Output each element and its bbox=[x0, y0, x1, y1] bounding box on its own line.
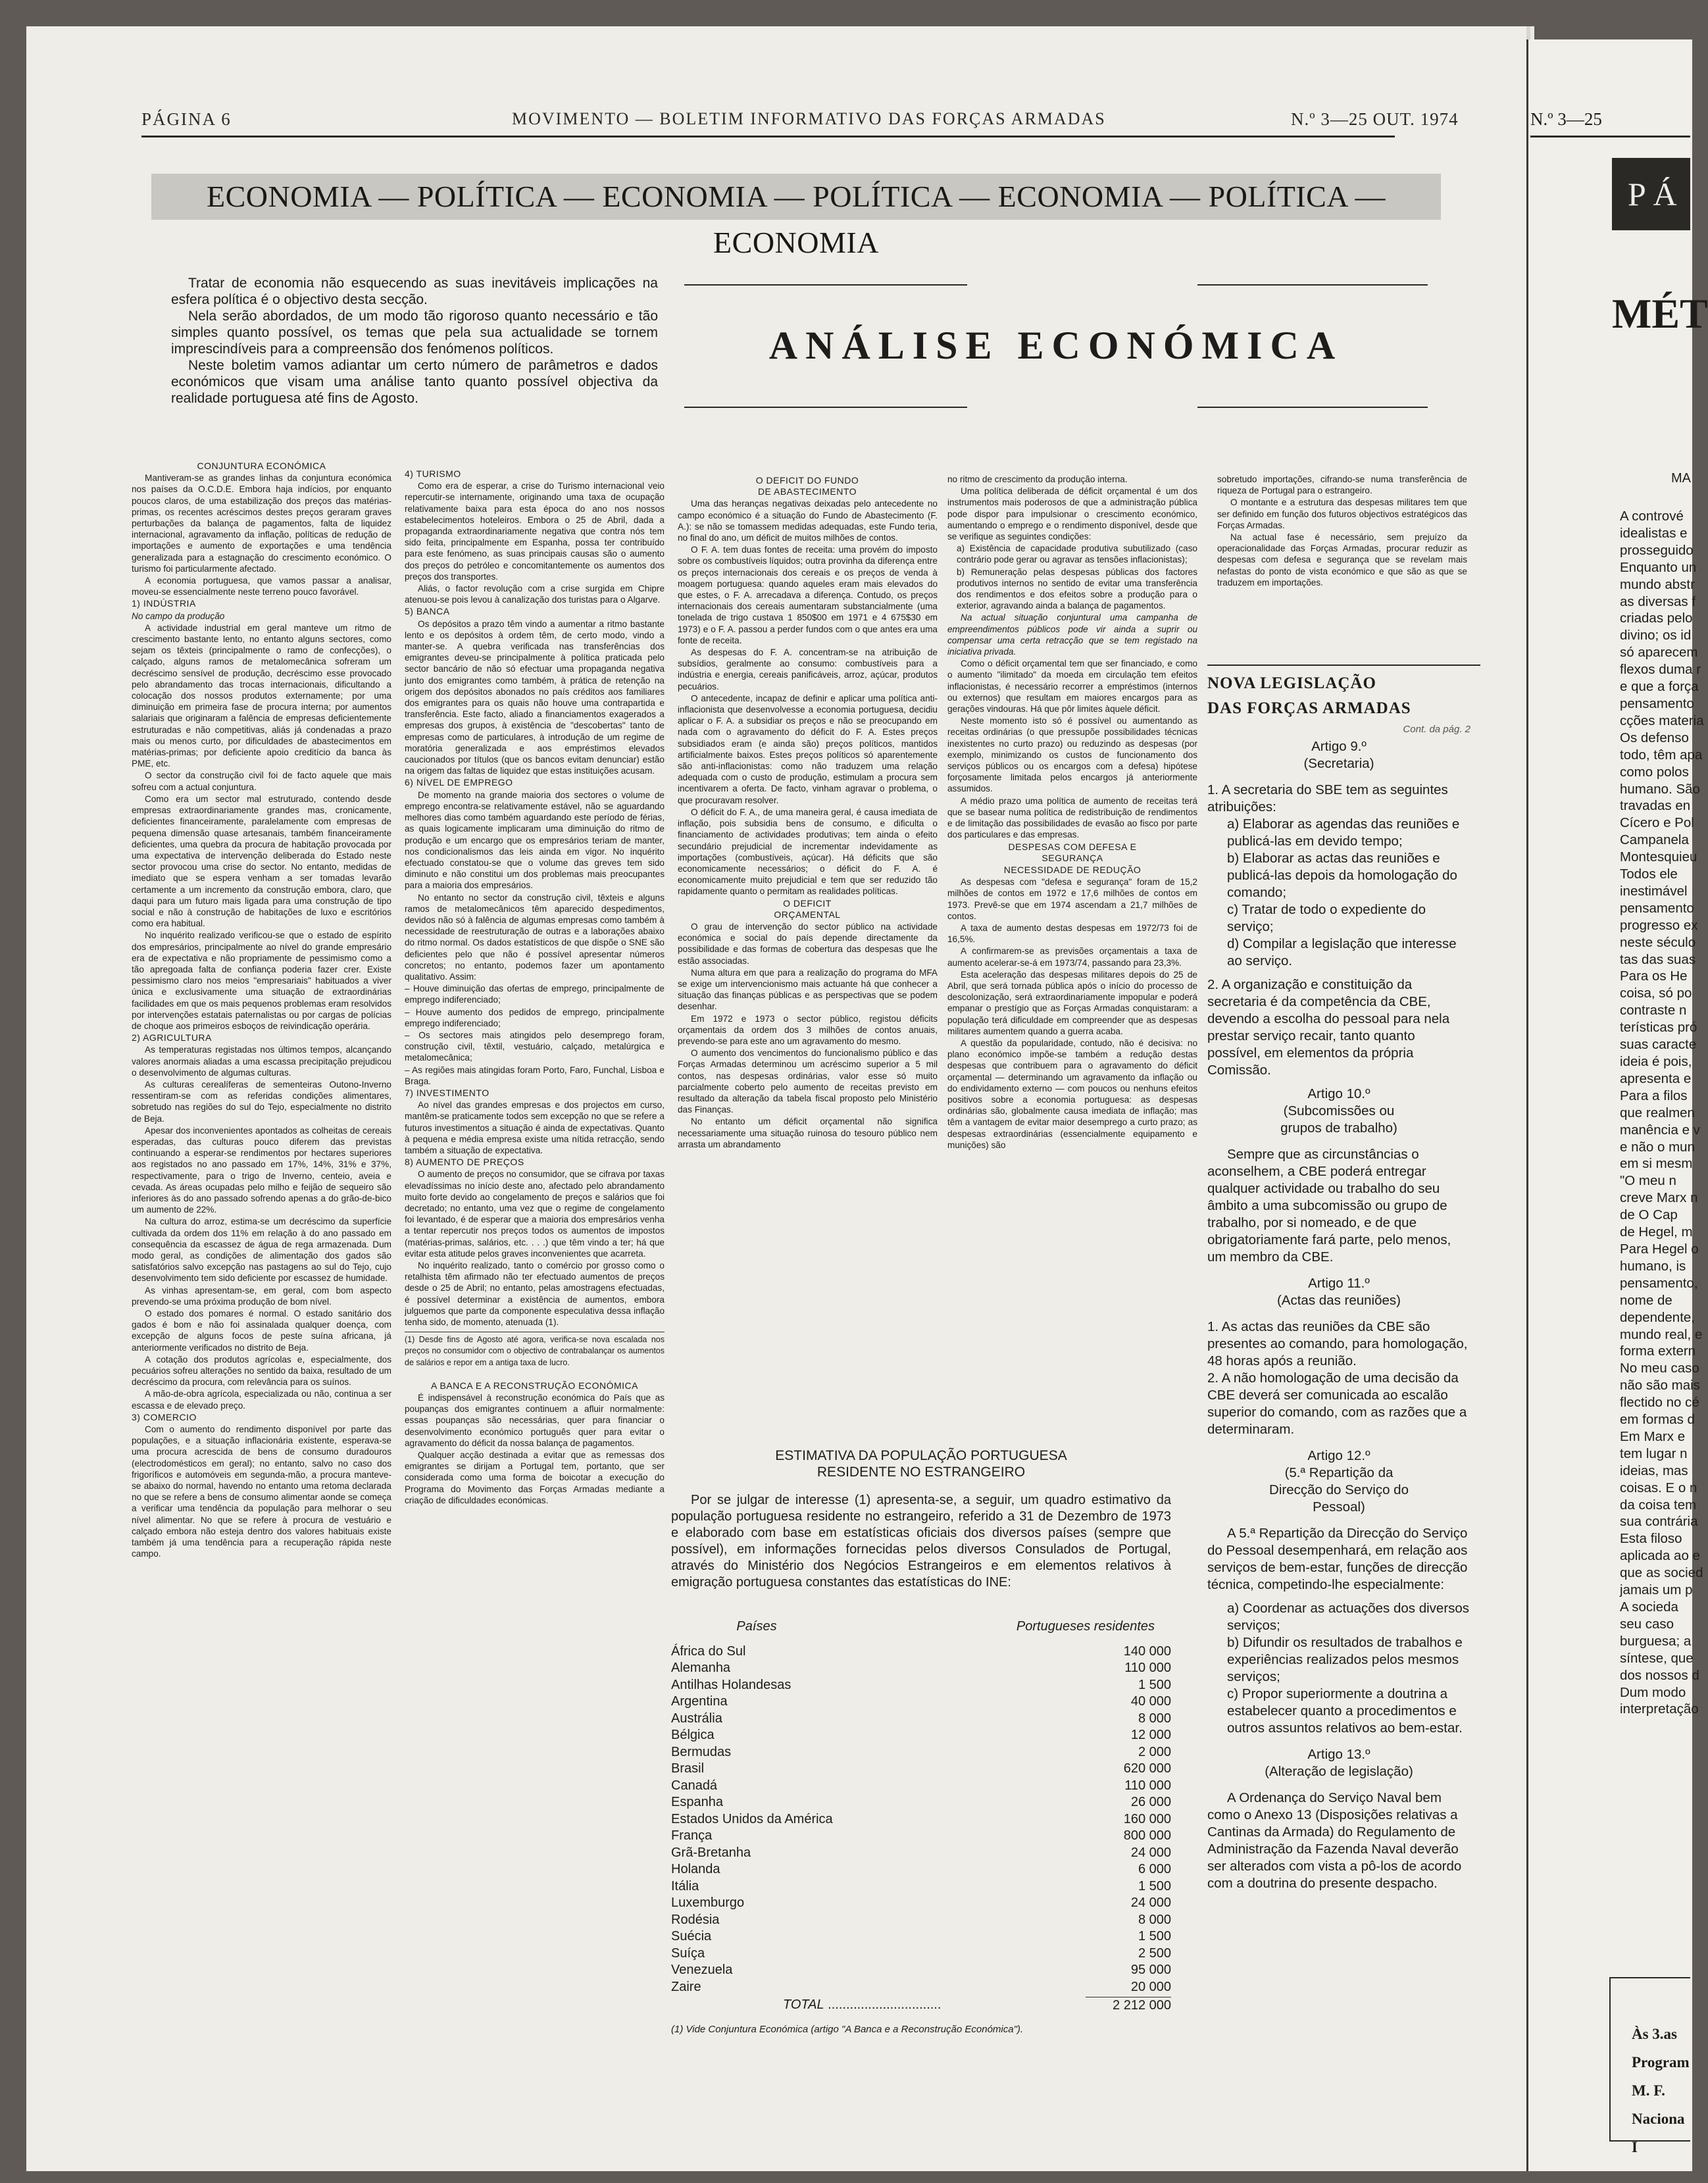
next-page-line: Em Marx e bbox=[1620, 1428, 1686, 1444]
next-ad-line: Naciona bbox=[1632, 2111, 1685, 2127]
country-name: Suécia bbox=[671, 1929, 712, 1944]
country-name: Rodésia bbox=[671, 1912, 720, 1927]
next-page-line: seu caso bbox=[1620, 1616, 1674, 1632]
paragraph: O grau de intervenção do sector público na actividade económica e social do país depende directamente da possibilidade e das formas de cobertura das despesas que lhe estão associadas. bbox=[678, 921, 938, 966]
masthead-title: MOVIMENTO — BOLETIM INFORMATIVO DAS FORÇAS ARMADAS bbox=[512, 109, 1106, 128]
country-name: Luxemburgo bbox=[671, 1895, 745, 1910]
next-page-line: ideia é pois, bbox=[1620, 1054, 1692, 1069]
total-value: 2 212 000 bbox=[1086, 1997, 1171, 2015]
country-name: Antilhas Holandesas bbox=[671, 1677, 791, 1692]
next-page-line: creve Marx n bbox=[1620, 1190, 1698, 1206]
resident-count: 6 000 bbox=[1138, 1862, 1171, 1876]
paragraph: Em 1972 e 1973 o sector público, registou déficits orçamentais da ordem dos 3 milhões de contos anuais, prevendo-se para este ano um agravamento do mesmo. bbox=[678, 1013, 938, 1046]
next-page-line: coisa, só po bbox=[1620, 986, 1692, 1001]
subheading: 1) INDÚSTRIA bbox=[132, 598, 196, 609]
next-page-line: interpretação bbox=[1620, 1701, 1699, 1717]
resident-count: 1 500 bbox=[1138, 1878, 1171, 1894]
next-page-line: Os defenso bbox=[1620, 730, 1689, 745]
list-item: – Os sectores mais atingidos pelo desemprego foram, construção civil, têxtil, vestuário, calçado, metalúrgica e metalomecânica; bbox=[405, 1030, 665, 1063]
table-row bbox=[671, 1845, 1171, 1862]
resident-count: 110 000 bbox=[1124, 1778, 1171, 1793]
next-page-line: progresso ex bbox=[1620, 917, 1698, 933]
paragraph: No entanto um déficit orçamental não significa necessariamente uma situação ruinosa do tesouro público nem arrasta um abrandamento bbox=[678, 1117, 938, 1149]
paragraph: No inquérito realizado verificou-se que o estado de espírito dos empresários, principalmente ao nível do grande empresário era de expectativa e não propriamente de pessimismo como a tão apregoada falta de confiança poderia fazer crer. Existe pessimismo claro nos meios "empresariais" habituados a viver única e exclusivamente uma situação de extraordinárias facilidades em que os mais pequenos problemas eram resolvidos por intervenções estatais paternalistas ou por cargas de polícias de choque aos primeiros esboços de reivindicação operária. bbox=[132, 930, 391, 1031]
next-page-line: de O Cap bbox=[1620, 1207, 1678, 1223]
paragraph: As vinhas apresentam-se, em geral, com bom aspecto prevendo-se uma próxima produção de bom nível. bbox=[132, 1285, 391, 1307]
resident-count: 40 000 bbox=[1130, 1694, 1171, 1709]
next-page-line: Montesquieu bbox=[1620, 849, 1697, 865]
table-row bbox=[671, 1878, 1171, 1895]
next-page-line: Enquanto un bbox=[1620, 559, 1697, 575]
paragraph: sobretudo importações, cifrando-se numa transferência de riqueza de Portugal para o estrangeiro. bbox=[1217, 474, 1467, 496]
paragraph-italic: Na actual situação conjuntural uma campanha de empreendimentos públicos pode vir ainda a suprir ou compensar uma certa retracção que se tem registado na iniciativa privada. bbox=[947, 613, 1197, 657]
country-name: Venezuela bbox=[671, 1963, 733, 1977]
resident-count: 26 000 bbox=[1130, 1795, 1171, 1809]
estimativa-intro: Por se julgar de interesse (1) apresenta-se, a seguir, um quadro estimativo da população portuguesa residente no estrangeiro, referido a 31 de Dezembro de 1973 e elaborado com base em estatísticas oficiais dos diversos países (sempre que possível), em informações fornecidas pelos diversos Consulados de Portugal, através do Ministério dos Negócios Estrangeiros e em elementos relativos à emigração portuguesa constantes das estatísticas do INE: bbox=[671, 1493, 1171, 1590]
paragraph: O aumento de preços no consumidor, que se cifrava por taxas elevadíssimas no início deste ano, afectado pelo abrandamento muito forte devido ao congelamento de preços e salários que foi decretado; no entanto, uma vez que o regime de congelamento foi levantado, é de esperar que a maioria dos empresários venha a tentar repercutir nos preços todos os aumentos de impostos (matérias-primas, salários, etc. . . .) que têm vindo a ter; há que evitar esta atitude pelos graves inconvenientes que acarreta. bbox=[405, 1169, 665, 1259]
next-banner-box: P Á bbox=[1612, 158, 1690, 230]
article-subheading: (Alteração de legislação) bbox=[1265, 1764, 1413, 1779]
country-name: Grã-Bretanha bbox=[671, 1845, 751, 1860]
table-body bbox=[671, 1644, 1171, 1996]
next-page-line: Todos ele bbox=[1620, 866, 1678, 882]
next-page-line: "O meu n bbox=[1620, 1173, 1676, 1189]
next-page-line: tas das suas bbox=[1620, 951, 1696, 967]
next-title: MÉT bbox=[1612, 290, 1708, 337]
resident-count: 620 000 bbox=[1123, 1761, 1171, 1776]
next-page-line: Campanela bbox=[1620, 832, 1689, 848]
table-row bbox=[671, 1861, 1171, 1878]
paragraph: As temperaturas registadas nos últimos tempos, alcançando valores anormais aliadas a uma escassa precipitação prejudicou o desenvolvimento de algumas culturas. bbox=[132, 1045, 391, 1078]
resident-count: 24 000 bbox=[1130, 1845, 1171, 1860]
next-page-line: suas caracte bbox=[1620, 1037, 1697, 1053]
title-rule bbox=[684, 407, 967, 408]
next-page-line: não são mais bbox=[1620, 1378, 1700, 1393]
article-heading: Artigo 13.º bbox=[1307, 1747, 1370, 1762]
paragraph: O antecedente, incapaz de definir e aplicar uma política anti-inflacionista que desenvolvesse a economia portuguesa, decidiu aplicar o F. A. a subsidiar os preços e não se preocupando em nada com o agravamento do déficit do F. A. Estes preços subsidiados eram (e ainda são) preços políticos, mantidos artificialmente baixos. Estes preços políticos só aparentemente são anti-inflacionistas: como não traduzem uma relação adequada com o custo de produção, estimulam a procura sem incentivarem a oferta. De facto, vinham agravar o problema, o que procuravam resolver. bbox=[678, 693, 938, 805]
article-item: 2. A não homologação de uma decisão da CBE deverá ser comunicada ao escalão superior do comando, com as razões que a determinaram. bbox=[1207, 1370, 1467, 1437]
column-conjuntura bbox=[132, 461, 391, 1561]
subheading: 6) NÍVEL DE EMPREGO bbox=[405, 777, 513, 788]
next-page-line: Para a filos bbox=[1620, 1088, 1688, 1103]
table-header bbox=[671, 1618, 1171, 1636]
table-footnote: (1) Vide Conjuntura Económica (artigo "A Banca e a Reconstrução Económica"). bbox=[671, 2023, 1024, 2035]
next-page-line: cções materia bbox=[1620, 713, 1704, 728]
table-row bbox=[671, 1744, 1171, 1761]
column-deficit-defesa bbox=[947, 474, 1197, 1151]
table-row bbox=[671, 1727, 1171, 1744]
paragraph: Qualquer acção destinada a evitar que as remessas dos emigrantes se dirijam a Portugal tem, portanto, que ser considerada como uma forma de boicotar a execução do Programa do Movimento das Forças Armadas mediante a criação de dificuldades económicas. bbox=[405, 1450, 665, 1505]
article-item: 2. A organização e constituição da secretaria é da competência da CBE, devendo a escolha do pessoal para nela prestar serviço recair, tanto quanto possível, em elementos da própria Comissão. bbox=[1207, 977, 1450, 1078]
legislacao-title: DAS FORÇAS ARMADAS bbox=[1207, 699, 1411, 717]
subheading: 2) AGRICULTURA bbox=[132, 1032, 212, 1043]
paragraph: Uma das heranças negativas deixadas pelo antecedente no campo económico é a situação do Fundo de Abastecimento (F. A.): se não se tomassem medidas adequadas, este Fundo teria, no final do ano, um déficit de muitos milhões de contos. bbox=[678, 499, 938, 543]
paragraph: Numa altura em que para a realização do programa do MFA se exige um intervencionismo mais actuante há que conhecer a situação das finanças públicas e as perspectivas que se podem desenhar. bbox=[678, 967, 938, 1012]
next-page-line: inestimável bbox=[1620, 883, 1688, 899]
list-item: – As regiões mais atingidas foram Porto, Faro, Funchal, Lisboa e Braga. bbox=[405, 1065, 665, 1086]
resident-count: 110 000 bbox=[1124, 1661, 1171, 1675]
country-name: Austrália bbox=[671, 1711, 722, 1726]
next-page-line: contraste n bbox=[1620, 1003, 1687, 1018]
country-name: Bermudas bbox=[671, 1744, 732, 1759]
next-page-line: jamais um p bbox=[1620, 1582, 1693, 1598]
resident-count: 800 000 bbox=[1123, 1828, 1171, 1843]
next-page-line: Dum modo bbox=[1620, 1684, 1686, 1700]
next-page-line: idealistas e bbox=[1620, 525, 1688, 541]
country-name: Canadá bbox=[671, 1778, 718, 1793]
article-item: d) Compilar a legislação que interesse ao serviço. bbox=[1227, 936, 1457, 968]
continuation-note: Cont. da pág. 2 bbox=[1403, 724, 1470, 735]
paragraph: O F. A. tem duas fontes de receita: uma provém do imposto sobre os combustíveis líquidos; outra provinha da diferença entre os preços internacionais dos cereais e os preços de venda à moagem portuguesa: quando aqueles eram mais elevados do que estes, o F. A. arrecadava a diferença. Contudo, os preços internacionais dos cereais aumentaram substancialmente (uma tonelada de trigo custava 1 850$00 em 1971 e 4 675$30 em 1973) e o F. A. passou a perder fundos com o que antes era uma fonte de receita. bbox=[678, 545, 938, 645]
country-name: Suíça bbox=[671, 1945, 705, 1961]
intro-paragraph: Neste boletim vamos adiantar um certo número de parâmetros e dados económicos que visam uma análise tanto quanto possível objectiva da realidade portuguesa até fins de Agosto. bbox=[171, 358, 658, 406]
resident-count: 24 000 bbox=[1130, 1895, 1171, 1910]
article-heading: Artigo 11.º bbox=[1308, 1276, 1370, 1291]
article-text: Sempre que as circunstâncias o aconselhem, a CBE poderá entregar qualquer actividade ou trabalho do seu âmbito a uma subcomissão ou grupo de trabalho, por si nomeado, e de que obrigatoriamente fará parte, pelo menos, um membro da CBE. bbox=[1207, 1147, 1451, 1265]
paragraph: A economia portuguesa, que vamos passar a analisar, moveu-se essencialmente neste terreno pouco favorável. bbox=[132, 576, 391, 597]
next-header-rule bbox=[1530, 136, 1690, 138]
next-sub: MA bbox=[1671, 471, 1691, 486]
resident-count: 140 000 bbox=[1123, 1644, 1171, 1659]
paragraph: O montante e a estrutura das despesas militares tem que ser definido em função dos futuros objectivos estratégicos das Forças Armadas. bbox=[1217, 497, 1467, 530]
paragraph: Esta aceleração das despesas militares depois do 25 de Abril, que será tornada pública após o início do processo de descolonização, será extraordinariamente impopular e poderá empanar o prestígio que as Forças Armadas conquistaram: a população terá dificuldade em compreender que as despesas militares aumentem quando a guerra acaba. bbox=[947, 969, 1197, 1036]
box-rule bbox=[1207, 665, 1480, 666]
article-item: c) Tratar de todo o expediente do serviço; bbox=[1227, 902, 1426, 934]
country-name: Estados Unidos da América bbox=[671, 1811, 833, 1826]
paragraph: A cotação dos produtos agrícolas e, especialmente, dos pecuários sofreu alterações no sentido da baixa, resultado de um decréscimo da procura, com relevância para os suínos. bbox=[132, 1354, 391, 1388]
table-row bbox=[671, 1928, 1171, 1945]
column-turismo bbox=[405, 468, 665, 1507]
paragraph: Como era um sector mal estruturado, contendo desde empresas extraordinariamente grandes mas, cronicamente, deficientes financeiramente, paralelamente com empresas de pequena dimensão quase artesanais, também financeiramente deficientes, uma quebra da procura de habitação provocada por uma expectativa de intervenção deliberada do Estado neste sector provocou uma crise do sector. No entanto, medidas de imediato que se espera venham a ser tomadas levarão certamente a um incremento da construção embora, claro, que daqui para um futuro mais ligada para uma construção de tipo social e não à construção de habitações de luxo e escritórios como era habitual. bbox=[132, 793, 391, 929]
article-subheading: (Actas das reuniões) bbox=[1276, 1293, 1401, 1308]
next-page-line: prosseguido bbox=[1620, 542, 1694, 558]
subheading-banca: A BANCA E A RECONSTRUÇÃO ECONÓMICA bbox=[431, 1380, 638, 1391]
title-rule bbox=[1197, 407, 1428, 408]
next-page-line: burguesa; a bbox=[1620, 1633, 1692, 1649]
subheading-italic: No campo da produção bbox=[132, 611, 225, 621]
next-page-line: Cícero e Pol bbox=[1620, 815, 1694, 831]
next-page-line: Esta filoso bbox=[1620, 1531, 1682, 1547]
next-page-line: pensamento bbox=[1620, 695, 1694, 711]
resident-count: 12 000 bbox=[1130, 1728, 1171, 1742]
column-header: Portugueses residentes bbox=[1016, 1619, 1155, 1634]
resident-count: 1 500 bbox=[1138, 1929, 1171, 1944]
next-page-line: divino; os id bbox=[1620, 628, 1692, 643]
section-banner bbox=[151, 174, 1441, 259]
country-name: Brasil bbox=[671, 1761, 705, 1776]
paragraph: No inquérito realizado, tanto o comércio por grosso como o retalhista têm afirmado não ter efectuado aumentos de preços desde o 25 de Abril; no entanto, pelas amostragens efectuadas, é possível determinar a existência de aumentos, embora julguemos que parte da componente especulativa dessa inflação tenha sido, de momento, atenuada (1). bbox=[405, 1261, 665, 1328]
list-item: b) Remuneração pelas despesas públicas dos factores produtivos internos no sentido de evitar uma transferência dos rendimentos e dos efeitos sobre a produção para o exterior, agravando ainda a balança de pagamentos. bbox=[957, 566, 1197, 611]
section-title: ANÁLISE ECONÓMICA bbox=[768, 324, 1344, 367]
next-page-line: coisas. E o n bbox=[1620, 1480, 1697, 1495]
next-ad-line: Program bbox=[1632, 2054, 1690, 2070]
table-row bbox=[671, 1945, 1171, 1963]
article-item: 1. As actas das reuniões da CBE são presentes ao comando, para homologação, 48 horas após a reunião. bbox=[1207, 1319, 1468, 1368]
country-name: Holanda bbox=[671, 1862, 720, 1876]
paragraph: As despesas com "defesa e segurança" foram de 15,2 milhões de contos em 1972 e 17,6 milhões de contos em 1973. Prevê-se que em 1974 ascendam a 21,7 milhões de contos. bbox=[947, 877, 1197, 921]
next-page-line: pensamento bbox=[1620, 900, 1694, 916]
subheading: 5) BANCA bbox=[405, 606, 450, 617]
paragraph: As culturas cerealíferas de sementeiras Outono-Inverno ressentiram-se com as referidas condições alimentares, sobretudo nas regiões do sul do Tejo, especialmente no distrito de Beja. bbox=[132, 1079, 391, 1124]
subheading: 4) TURISMO bbox=[405, 468, 461, 479]
estimativa-title: RESIDENTE NO ESTRANGEIRO bbox=[816, 1465, 1026, 1480]
paragraph: A taxa de aumento destas despesas em 1972/73 foi de 16,5%. bbox=[947, 922, 1197, 945]
paragraph: Apesar dos inconvenientes apontados as colheitas de cereais esperadas, das culturas pouco diferem das previstas continuando a esperar-se rendimentos por hectares superiores aos registados no ano passado em 17%, 14%, 31% e 37%, respectivamente, para o trigo de Inverno, centeio, aveia e cevada. As áreas ocupadas pelo milho e feijão de sequeiro são inferiores às do ano passado sofrendo apenas a do grão-de-bico um aumento de 22%. bbox=[132, 1125, 391, 1215]
total-label: TOTAL bbox=[783, 1997, 824, 2012]
subheading: 8) AUMENTO DE PREÇOS bbox=[405, 1157, 524, 1168]
country-name: Itália bbox=[671, 1878, 699, 1894]
country-name: África do Sul bbox=[671, 1644, 746, 1659]
next-page-line: apresenta e bbox=[1620, 1070, 1692, 1086]
paragraph: Ao nível das grandes empresas e dos projectos em curso, mantêm-se praticamente todos sem excepção no que se refere a futuros investimentos a situação é ainda de expectativas. Quanto à pequena e média empresa existe uma nítida retracção, sendo também a situação de expectativa. bbox=[405, 1100, 665, 1155]
resident-count: 2 500 bbox=[1138, 1945, 1171, 1961]
legislacao-title: NOVA LEGISLAÇÃO bbox=[1207, 674, 1376, 692]
article-subheading: (5.ª Repartição da Direcção do Serviço do Pessoal) bbox=[1269, 1465, 1409, 1515]
article-item: a) Elaborar as agendas das reuniões e publicá-las em devido tempo; bbox=[1227, 816, 1460, 849]
paragraph: O déficit do F. A., de uma maneira geral, é causa imediata de inflação, pois subsidia bens de consumo, e dificulta o financiamento de actividades produtivas; tem ainda o efeito secundário prejudicial de incrementar indevidamente as importações (combustíveis, açúcar). Há déficits que são economicamente necessários; o déficit do F. A. é economicamente muito prejudicial e tem que ser reduzido tão rapidamente quanto o permitam as realidades políticas. bbox=[678, 807, 938, 897]
next-page-line: A socieda bbox=[1620, 1599, 1678, 1615]
next-page-line: como polos bbox=[1620, 764, 1689, 780]
next-page-line: mundo abstr bbox=[1620, 576, 1695, 592]
list-item: – Houve aumento dos pedidos de emprego, principalmente emprego indiferenciado; bbox=[405, 1007, 665, 1028]
article-item: c) Propor superiormente a doutrina a estabelecer quanto a procedimentos e outros assuntos relativos ao bem-estar. bbox=[1227, 1686, 1463, 1736]
paragraph: Mantiveram-se as grandes linhas da conjuntura económica nos países da O.C.D.E. Embora haja indícios, por enquanto poucos claros, de uma estabilização dos preços das matérias-primas, os recentes acréscimos destes preços geraram graves perturbações da balança de pagamentos, falta de liquidez internacional, agravamento da inflação, políticas de redução de importações e aumento de exportações e uma tendência generalizada para a estagnação do crescimento económico. O turismo foi particularmente afectado. bbox=[132, 473, 391, 574]
next-page-line: sua contrária bbox=[1620, 1514, 1698, 1530]
paragraph: A actividade industrial em geral manteve um ritmo de crescimento bastante lento, no entanto alguns sectores, como sejam os têxteis (principalmente o ramo de confecções), o calçado, alguns ramos de metalomecânica sofreram um decréscimo sensível de produção, decréscimo esse provocado pelo abrandamento das trocas internacionais, dificultando a colocação dos nossos produtos externamente; por uma diminuição em primeira fase de procura interna; por aumentos salariais que originaram a falência de empresas deficientemente estruturadas e não competitivas, aliás já condenadas a prazo mais ou menos curto, por dificuldades de abastecimentos em matérias-primas; por deficiente apoio creditício da banca às PME, etc. bbox=[132, 622, 391, 769]
next-page-line: humano, is bbox=[1620, 1258, 1686, 1274]
nova-legislacao bbox=[1207, 671, 1470, 1892]
paragraph: A mão-de-obra agrícola, especializada ou não, continua a ser escassa e de elevado preço. bbox=[132, 1389, 391, 1411]
country-name: Espanha bbox=[671, 1795, 723, 1809]
article-heading: Artigo 10.º bbox=[1307, 1086, 1370, 1101]
issue-number: N.º 3—25 OUT. 1974 bbox=[1291, 109, 1459, 129]
paragraph: As despesas do F. A. concentram-se na atribuição de subsídios, geralmente ao consumo: combustíveis para a indústria e energia, cereais panificáveis, arroz, açúcar, produtos pecuários. bbox=[678, 647, 938, 691]
paragraph: Neste momento isto só é possível ou aumentando as receitas ordinárias (o que pressupõe possibilidades técnicas inexistentes no curto prazo) ou reduzindo as despesas (por exemplo, minimizando os custos de funcionamento dos serviços públicos ou os encargos com a defesa) hipótese forçosamente limitada pelos encargos já anteriormente assumidos. bbox=[947, 716, 1197, 794]
next-page-line: da coisa tem bbox=[1620, 1497, 1697, 1513]
intro-paragraph: Tratar de economia não esquecendo as suas inevitáveis implicações na esfera política é o objectivo desta secção. bbox=[171, 276, 658, 307]
next-page-line: flexos duma r bbox=[1620, 662, 1701, 678]
footnote: (1) Desde fins de Agosto até agora, verifica-se nova escalada nos preços no consumidor com o objectivo de contrabalançar os aumentos de salários e repor em a antiga taxa de lucro. bbox=[405, 1332, 665, 1368]
article-heading: Artigo 9.º bbox=[1311, 739, 1367, 754]
article-heading: Artigo 12.º bbox=[1307, 1448, 1370, 1463]
resident-count: 1 500 bbox=[1138, 1677, 1171, 1692]
estimativa-heading bbox=[671, 1447, 1171, 1480]
paragraph: Aliás, o factor revolução com a crise surgida em Chipre atenuou-se pois levou à canalização dos turistas para o Algarve. bbox=[405, 584, 665, 605]
table-row bbox=[671, 1677, 1171, 1694]
resident-count: 8 000 bbox=[1138, 1711, 1171, 1726]
next-page-line: humano. São bbox=[1620, 781, 1700, 797]
article-text: A 5.ª Repartição da Direcção do Serviço do Pessoal desempenhará, em relação aos serviços de bem-estar, funções de direcção técnica, competindo-lhe especialmente: bbox=[1207, 1526, 1468, 1592]
next-page-line: de Hegel, m bbox=[1620, 1224, 1693, 1240]
next-ad-line: I bbox=[1632, 2139, 1638, 2155]
table-row bbox=[671, 1761, 1171, 1778]
paragraph: No entanto no sector da construção civil, têxteis e alguns ramos de metalomecânicos têm aparecido despedimentos, devidos não só à falência de algumas empresas como também à necessidade de reestruturação de outras e a laborações abaixo do ritmo normal. Os dados estatísticos de que dispõe o SNE são deficientes pelo que não é possível apresentar números concretos; no entanto, podemos fazer um apontamento qualitativo. Assim: bbox=[405, 892, 665, 982]
banner-text: ECONOMIA — POLÍTICA — ECONOMIA — POLÍTICA — ECONOMIA — POLÍTICA — ECONOMIA bbox=[206, 180, 1386, 259]
next-page-line: dependente, bbox=[1620, 1309, 1695, 1325]
next-page-line: flectido no cé bbox=[1620, 1395, 1699, 1411]
next-page-line: em formas d bbox=[1620, 1412, 1695, 1428]
population-table bbox=[671, 1618, 1171, 2038]
country-name: Argentina bbox=[671, 1694, 728, 1709]
next-page-line: neste século bbox=[1620, 934, 1696, 950]
title-rule bbox=[1197, 284, 1428, 286]
resident-count: 2 000 bbox=[1138, 1744, 1171, 1759]
intro-text bbox=[171, 275, 658, 407]
paragraph: De momento na grande maioria dos sectores o volume de emprego encontra-se relativamente estável, não se aguardando melhores dias como também aguardando este período de férias, as quais logicamente implicaram uma diminuição do ritmo de produção e um encargo que os empresários teriam de manter, nos condicionalismos das leis ainda em vigor. No inquérito efectuado constatou-se que o volume das greves tem sido diminuto e não constitui um dos problemas mais preocupantes para a maioria dos empresários. bbox=[405, 790, 665, 891]
next-page-line: pensamento, bbox=[1620, 1275, 1698, 1291]
paragraph: A questão da popularidade, contudo, não é decisiva: no plano económico impõe-se também a redução destas despesas que contribuem para o agravamento do déficit orçamental — determinando um agravamento da inflação ou do endividamento externo — com poucos ou nenhuns efeitos positivos sobre a economia portuguesa: as despesas ordinárias são, globalmente causa imediata de inflação; mas têm a vantagem de evitar maior desemprego a curto prazo; as despesas extraordinárias (essencialmente equipamento e munições) são bbox=[947, 1038, 1197, 1150]
next-page-line: travadas en bbox=[1620, 798, 1691, 814]
article-subheading: (Subcomissões ou grupos de trabalho) bbox=[1280, 1103, 1397, 1136]
next-page-text bbox=[1620, 508, 1704, 1718]
next-page-line: nome de bbox=[1620, 1292, 1672, 1308]
paragraph: É indispensável à reconstrução económica do País que as poupanças dos emigrantes continuem a afluir normalmente: essas poupanças são necessárias, quer para financiar o desenvolvimento económico português quer para evitar o agravamento do déficit da nossa balança de pagamentos. bbox=[405, 1393, 665, 1448]
intro-paragraph: Nela serão abordados, de um modo tão rigoroso quanto necessário e tão simples quanto possível, os temas que pela sua actualidade se tornem imprescindíveis para a compreensão dos fenómenos políticos. bbox=[171, 309, 658, 357]
next-page-line: Para Hegel o bbox=[1620, 1241, 1699, 1257]
paragraph: O aumento dos vencimentos do funcionalismo público e das Forças Armadas determinou um acréscimo superior a 5 mil contos, nas despesas ordinárias, valor esse só muito parcialmente coberto pelo aumento de receitas previsto em resultado da alteração da tabela fiscal proposto pelo Ministério das Finanças. bbox=[678, 1048, 938, 1115]
table-row bbox=[671, 1895, 1171, 1912]
next-page-line: dos nossos d bbox=[1620, 1667, 1699, 1683]
article-text: A Ordenança do Serviço Naval bem como o Anexo 13 (Disposições relativas a Cantinas da Armada) do Regulamento de Administração da Fazenda Naval deverão ser alterados com vista a pô-los de acordo com a doutrina do presente despacho. bbox=[1207, 1790, 1462, 1891]
article-item: b) Difundir os resultados de trabalhos e experiências realizados pelos mesmos serviços; bbox=[1227, 1635, 1463, 1684]
resident-count: 160 000 bbox=[1123, 1811, 1171, 1826]
table-total-row: TOTAL ............................... 2 212 000 bbox=[671, 1997, 1171, 2015]
next-issue-number: N.º 3—25 bbox=[1530, 109, 1602, 129]
paragraph: A confirmarem-se as previsões orçamentais a taxa de aumento acelerar-se-á em 1973/74, passando para 23,3%. bbox=[947, 946, 1197, 968]
table-row bbox=[671, 1962, 1171, 1979]
table-row bbox=[671, 1828, 1171, 1845]
column-defesa-cont bbox=[1217, 474, 1467, 589]
subheading: 7) INVESTIMENTO bbox=[405, 1087, 490, 1098]
country-name: França bbox=[671, 1828, 713, 1843]
paragraph: Com o aumento do rendimento disponível por parte das populações, e a situação inflacionária existente, esperava-se uma procura acrescida de bens de consumo duradouros (electrodomésticos em geral); no entanto, salvo no caso dos frigoríficos e automóveis em segunda-mão, a procura manteve-se abaixo do normal, havendo no entanto uma retoma declarada no que se refere a bens de consumo alimentar aonde se começa a verificar uma tendência da população para melhorar o seu nível alimentar. No que se refere à procura de vestuário e calçado embora não esteja dentro dos valores habituais existe também já uma tendência para a recuperação rápida neste campo. bbox=[132, 1424, 391, 1559]
list-item: – Houve diminuição das ofertas de emprego, principalmente de emprego indiferenciado; bbox=[405, 984, 665, 1005]
column-header: Países bbox=[736, 1619, 777, 1634]
next-ad-line: M. F. bbox=[1632, 2082, 1665, 2099]
paragraph: Os depósitos a prazo têm vindo a aumentar a ritmo bastante lento e os depósitos à ordem têm, de certo modo, vindo a manter-se. A quebra verificada nas transferências dos emigrantes deveu-se principalmente à política praticada pelo sector bancário de não só efectuar uma propaganda negativa junto dos emigrantes como também, à prática de retenção na origem dos depósitos abonados no país créditos aos familiares dos emigrantes para os quais não houve uma contrapartida e transferência. Este facto, aliado a financiamentos exagerados a empresas dos grupos, à existência de "descobertas" tanto de empresas como de particulares, à introdução de um regime de moratória generalizada e aos empréstimos elevados caucionados por títulos (que os bancos evitam denunciar) estão na origem das faltas de liquidez que estas instituições acusam. bbox=[405, 618, 665, 776]
next-page-line: forma extern bbox=[1620, 1343, 1696, 1359]
subheading: NECESSIDADE DE REDUÇÃO bbox=[1003, 864, 1142, 875]
subheading: O DEFICIT DO FUNDO DE ABASTECIMENTO bbox=[755, 475, 859, 497]
resident-count: 95 000 bbox=[1130, 1963, 1171, 1977]
article-subheading: (Secretaria) bbox=[1303, 756, 1374, 771]
next-page-line: terísticas pró bbox=[1620, 1020, 1697, 1036]
table-row bbox=[671, 1644, 1171, 1661]
article-item: 1. A secretaria do SBE tem as seguintes atribuições: bbox=[1207, 782, 1448, 815]
next-page-line: só aparecem bbox=[1620, 645, 1698, 661]
table-row bbox=[671, 1912, 1171, 1929]
next-page-line: síntese, que bbox=[1620, 1650, 1694, 1666]
next-page-line: tem lugar n bbox=[1620, 1445, 1688, 1461]
column-fundo-abastecimento bbox=[678, 475, 938, 1151]
table-row bbox=[671, 1778, 1171, 1795]
paragraph: Na actual fase é necessário, sem prejuízo da operacionalidade das Forças Armadas, procurar reduzir as despesas com defesa e segurança que se revelam mais nefastas do ponto de vista económico e que são as que se traduzem em importações. bbox=[1217, 532, 1467, 588]
next-page-line: No meu caso bbox=[1620, 1361, 1699, 1376]
article-item: b) Elaborar as actas das reuniões e publicá-las depois da homologação do comando; bbox=[1227, 851, 1457, 900]
header-rule bbox=[141, 136, 1395, 138]
paragraph: no ritmo de crescimento da produção interna. bbox=[947, 474, 1128, 484]
article-item: a) Coordenar as actuações dos diversos serviços; bbox=[1227, 1601, 1470, 1633]
table-row bbox=[671, 1711, 1171, 1728]
next-page-line: criadas pelo bbox=[1620, 611, 1693, 626]
paragraph: O estado dos pomares é normal. O estado sanitário dos gados é bom e não foi assinalada qualquer doença, com excepção de alguns focos de peste suína africana, já anteriormente verificados no distrito de Beja. bbox=[132, 1309, 391, 1353]
page-number: PÁGINA 6 bbox=[141, 109, 232, 129]
next-page-line: todo, têm apa bbox=[1620, 747, 1703, 763]
paragraph: Na cultura do arroz, estima-se um decréscimo da superfície cultivada da ordem dos 11% em relação à do ano passado em consequência da escassez de água de rega armazenada. Dum modo geral, as condições de alimentação dos gados são satisfatórios salvo excepção nas pastagens ao sul do Tejo, cujo desenvolvimento tem sido deficiente por escassez de humidade. bbox=[132, 1217, 391, 1284]
next-page-line: Para os He bbox=[1620, 968, 1688, 984]
paragraph: O sector da construção civil foi de facto aquele que mais sofreu com a actual conjuntura. bbox=[132, 770, 391, 792]
estimativa-title: ESTIMATIVA DA POPULAÇÃO PORTUGUESA bbox=[775, 1448, 1067, 1463]
paragraph: A médio prazo uma política de aumento de receitas terá que se basear numa política de redistribuição de rendimentos e de limitação das possibilidades de evasão ao fisco por parte dos particulares e das empresas. bbox=[947, 795, 1197, 840]
table-row bbox=[671, 1794, 1171, 1811]
subheading: 3) COMERCIO bbox=[132, 1411, 197, 1422]
next-page-line: e que a força bbox=[1620, 679, 1699, 695]
next-ad-line: Às 3.as bbox=[1632, 2026, 1678, 2042]
paragraph: Como era de esperar, a crise do Turismo internacional veio repercutir-se internamente, originando uma taxa de ocupação relativamente baixa para esta época do ano nos nossos estabelecimentos hoteleiros. Embora o 25 de Abril, dada a propaganda extraordinariamente negativa que contra nós tem sido feita, principalmente em Espanha, possa ter contribuído para este fenómeno, as suas principais causas são o aumento dos preços do petróleo e concomitantemente os aumentos dos preços dos transportes. bbox=[405, 481, 665, 582]
table-row bbox=[671, 1694, 1171, 1711]
next-page-line: mundo real, e bbox=[1620, 1326, 1703, 1342]
next-page-line: que as socied bbox=[1620, 1565, 1703, 1581]
next-ad-text bbox=[1632, 2020, 1690, 2161]
paragraph: Como o déficit orçamental tem que ser financiado, e como o aumento "ilimitado" da moeda em circulação tem efeitos inflacionistas, é necessário recorrer a empréstimos (internos ou externos) que resultam em maiores encargos para as gerações vindouras. Há que pôr limites àquele déficit. bbox=[947, 659, 1197, 715]
next-page-line: e não o mun bbox=[1620, 1139, 1695, 1155]
country-name: Bélgica bbox=[671, 1728, 715, 1742]
next-page-line: em si mesm bbox=[1620, 1156, 1693, 1172]
subheading: O DEFICIT ORÇAMENTAL bbox=[774, 897, 841, 920]
table-row bbox=[671, 1979, 1171, 1996]
table-row bbox=[671, 1660, 1171, 1677]
table-row bbox=[671, 1811, 1171, 1828]
country-name: Alemanha bbox=[671, 1661, 731, 1675]
next-page-line: as diversas f bbox=[1620, 593, 1696, 609]
title-rule bbox=[684, 284, 967, 286]
next-page-line: que realmen bbox=[1620, 1105, 1695, 1120]
country-name: Zaire bbox=[671, 1979, 701, 1994]
resident-count: 20 000 bbox=[1130, 1979, 1171, 1994]
next-page-line: A contrové bbox=[1620, 509, 1684, 524]
subheading: DESPESAS COM DEFESA E SEGURANÇA bbox=[1008, 841, 1137, 863]
list-item: a) Existência de capacidade produtiva subutilizado (caso contrário pode gerar ou agravar as tensões inflacionistas); bbox=[957, 543, 1197, 565]
paragraph: Uma política deliberada de déficit orçamental é um dos instrumentos mais poderosos de que a administração pública pode dispor para impulsionar o crescimento económico, aumentando o emprego e o rendimento disponível, desde que se verifique as seguintes condições: bbox=[947, 486, 1197, 542]
heading-conjuntura: CONJUNTURA ECONÓMICA bbox=[197, 461, 326, 471]
resident-count: 8 000 bbox=[1138, 1912, 1171, 1927]
next-page-line: aplicada ao e bbox=[1620, 1548, 1700, 1564]
next-page-line: ideias, mas bbox=[1620, 1463, 1688, 1478]
next-page-line: manência e v bbox=[1620, 1122, 1700, 1138]
